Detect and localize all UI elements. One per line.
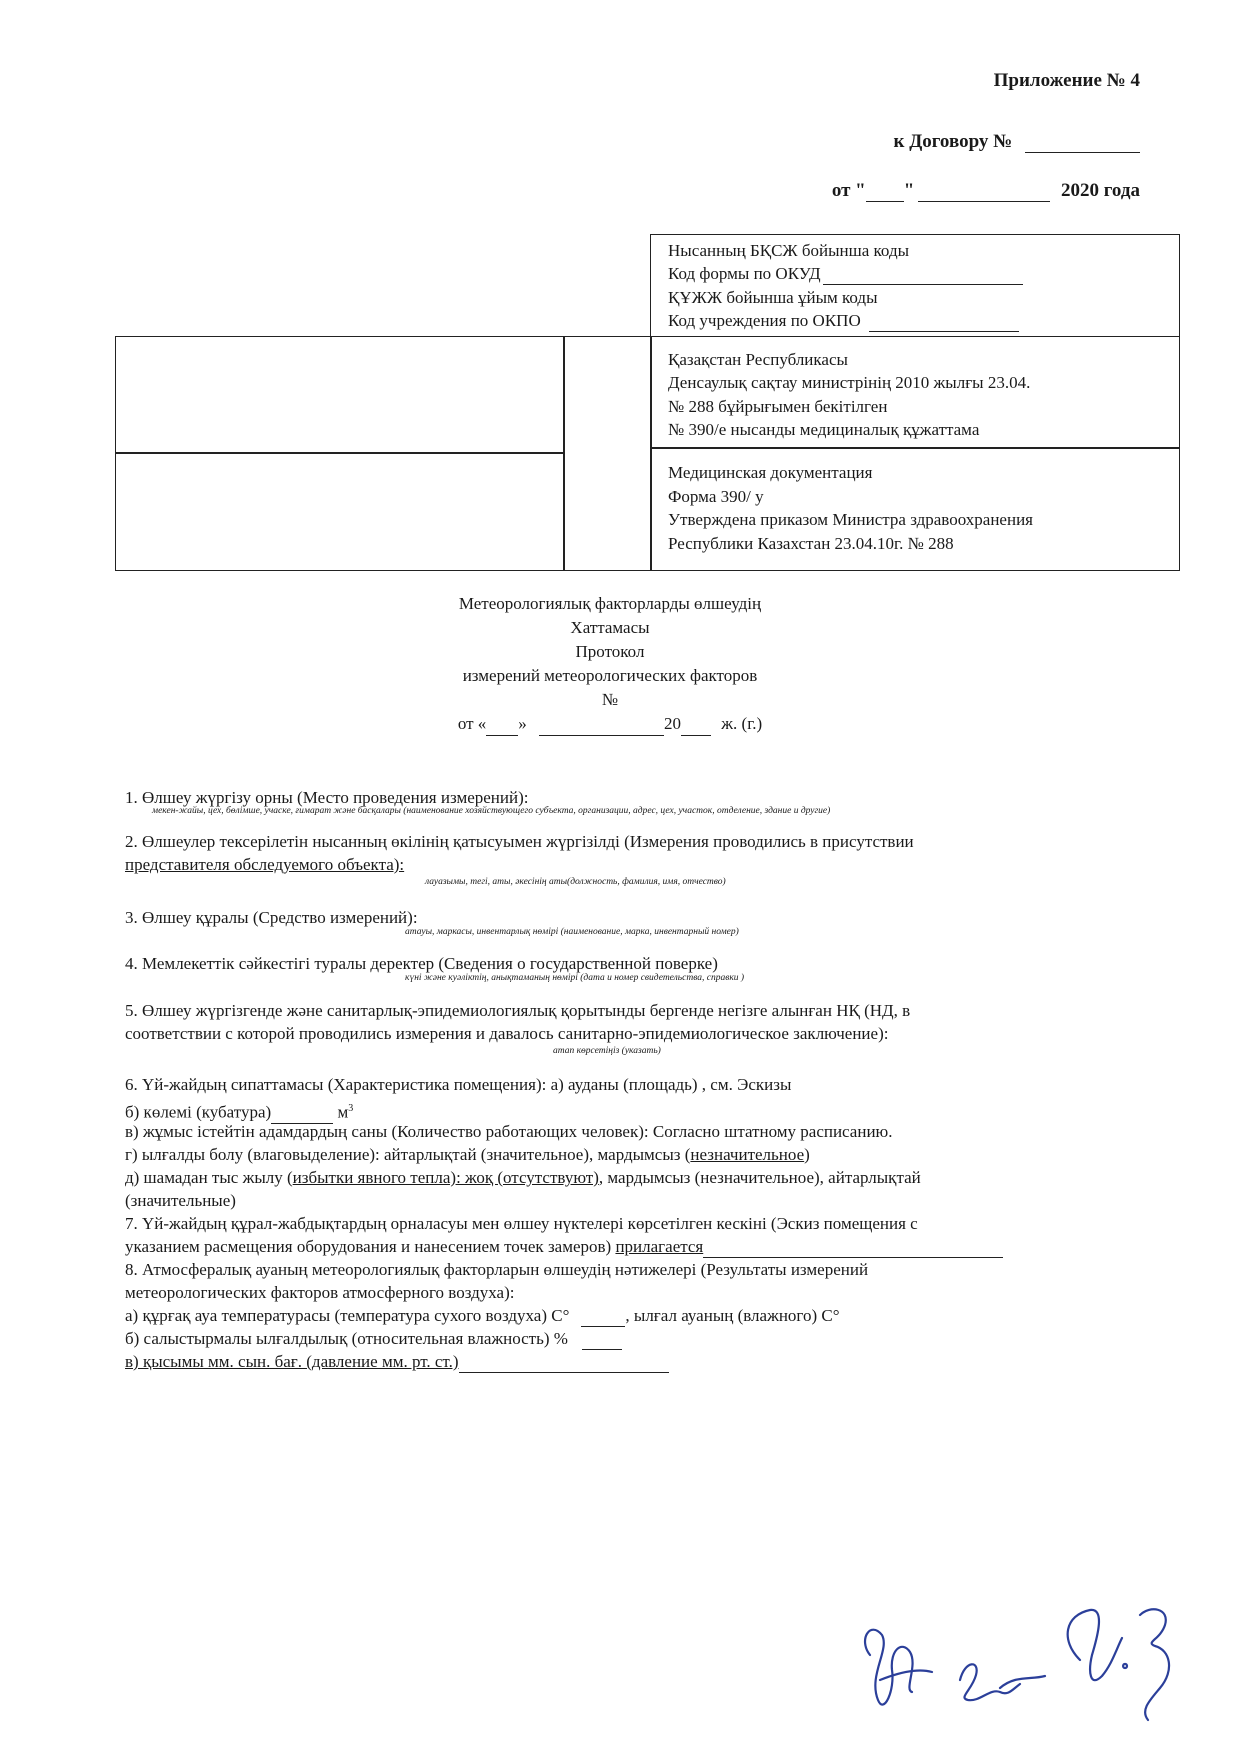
kz-line-1: Қазақстан Республикасы — [668, 350, 848, 369]
contract-label: к Договору № — [893, 131, 1013, 152]
code-okpo-blank[interactable] — [869, 331, 1019, 332]
item-2-note: лауазымы, тегі, аты, әкесінің аты(должность, фамилия, имя, отчество) — [425, 877, 726, 887]
kz-line-2: Денсаулық сақтау министрінің 2010 жылғы 23.04. — [668, 373, 1031, 392]
title-number: № — [601, 690, 619, 709]
item-3-note: атауы, маркасы, инвентарлық нөмірі (наименование, марка, инвентарный номер) — [405, 927, 739, 937]
title-line-2: Хаттамасы — [570, 618, 650, 637]
pressure-label: в) қысымы мм. сын. бағ. (давление мм. рт. ст.) — [125, 1352, 459, 1371]
item-7-line-2 — [125, 1235, 1145, 1258]
title-line-3: Протокол — [575, 642, 645, 661]
item-6e-cont: (значительные) — [125, 1191, 236, 1210]
date-month-blank[interactable] — [918, 201, 1050, 202]
item-6d — [125, 1143, 1145, 1166]
title-date-close: » — [518, 714, 527, 733]
item-1-note: мекен-жайы, цех, бөлімше, учаске, ғимарат және басқалары (наименование хозяйствующего субъекта, организации, адрес, цех, участок, отделение, здание и другие) — [152, 806, 831, 816]
title-month-blank[interactable] — [539, 735, 664, 736]
item-6d-selected: незначительное — [690, 1145, 805, 1164]
title-line-1: Метеорологиялық факторларды өлшеудің — [458, 594, 762, 613]
date-prefix: от " — [831, 180, 866, 201]
item-8-line-2: метеорологических факторов атмосферного воздуха): — [125, 1283, 515, 1302]
table-hline-left — [115, 452, 564, 454]
title-date — [300, 712, 920, 736]
code-okud-label: Код формы по ОКУД — [668, 264, 821, 283]
item-6d-label: г) ылғалды болу (влаговыделение): айтарлықтай (значительное), мардымсыз ( — [125, 1145, 691, 1164]
appendix-title: Приложение № 4 — [993, 70, 1140, 91]
title-line-4: измерений метеорологических факторов — [462, 666, 758, 685]
humidity-label: б) салыстырмалы ылғалдылық (относительная влажность) % — [125, 1329, 568, 1348]
ru-line-2: Форма 390/ у — [668, 487, 764, 506]
ru-line-3: Утверждена приказом Министра здравоохранения — [668, 510, 1033, 529]
handwritten-signatures — [840, 1580, 1220, 1730]
code-okud-blank[interactable] — [823, 284, 1023, 285]
item-6c: в) жұмыс істейтін адамдардың саны (Количество работающих человек): Согласно штатному расписанию. — [125, 1122, 893, 1141]
kz-line-3: № 288 бұйрығымен бекітілген — [668, 397, 888, 416]
code-kujj: ҚҰЖЖ бойынша ұйым коды — [668, 288, 878, 307]
item-4: 4. Мемлекеттік сәйкестігі туралы деректер (Сведения о государственной поверке) — [125, 954, 718, 973]
code-okpo-label: Код учреждения по ОКПО — [668, 311, 861, 330]
table-divider-2 — [650, 336, 652, 571]
date-day-blank[interactable] — [866, 201, 904, 202]
table-divider-1 — [563, 336, 565, 571]
title-date-from: от « — [457, 714, 487, 733]
item-5-note: атап көрсетіңіз (указать) — [553, 1046, 661, 1056]
item-4-note: күні және куәліктің, анықтаманың нөмірі (дата и номер свидетельства, справки ) — [405, 973, 745, 983]
contract-date-line — [832, 180, 1140, 202]
item-6e-selected: избытки явного тепла): жоқ (отсутствуют) — [292, 1168, 599, 1187]
item-1: 1. Өлшеу жүргізу орны (Место проведения измерений): — [125, 788, 529, 807]
item-3: 3. Өлшеу құралы (Средство измерений): — [125, 908, 418, 927]
title-day-blank[interactable] — [486, 735, 518, 736]
code-okud — [668, 262, 1023, 285]
item-6e-rest: , мардымсыз (незначительное), айтарлықтай — [598, 1168, 921, 1187]
item-6a: 6. Үй-жайдың сипаттамасы (Характеристика помещения): а) ауданы (площадь) , см. Эскизы — [125, 1075, 792, 1094]
date-year: 2020 года — [1061, 180, 1140, 201]
item-2-line-2 — [125, 853, 1145, 876]
item-7-attached: прилагается — [615, 1237, 704, 1256]
wet-temp-label: , ылғал ауаның (влажного) С° — [625, 1306, 840, 1325]
item-7-label: указанием расмещения оборудования и нанесением точек замеров) — [125, 1237, 616, 1256]
protocol-title — [300, 592, 920, 736]
kz-line-4: № 390/е нысанды медициналық құжаттама — [668, 420, 980, 439]
contract-line — [894, 131, 1141, 153]
item-8c — [125, 1350, 1145, 1373]
code-okpo — [668, 309, 1019, 332]
item-2-underlined: представителя обследуемого объекта): — [125, 855, 405, 874]
item-8-line-1: 8. Атмосфералық ауаның метеорологиялық факторларын өлшеудің нәтижелері (Результаты измерений — [125, 1260, 869, 1279]
item-6e-label: д) шамадан тыс жылу ( — [125, 1168, 293, 1187]
item-6e — [125, 1166, 1145, 1189]
volume-unit: м — [337, 1102, 349, 1122]
ru-line-4: Республики Казахстан 23.04.10г. № 288 — [668, 534, 954, 553]
dry-temp-label: а) құрғақ ауа температурасы (температура сухого воздуха) С° — [125, 1306, 570, 1325]
item-5-line-2: соответствии с которой проводились измерения и давалось санитарно-эпидемиологическое заключение): — [125, 1024, 889, 1043]
item-5-line-1: 5. Өлшеу жүргізгенде және санитарлық-эпидемиологиялық қорытынды бергенде негізге алынған НҚ (НД, в — [125, 1001, 911, 1020]
volume-unit-sup: 3 — [348, 1103, 354, 1114]
code-bksj: Нысанның БҚСЖ бойынша коды — [668, 241, 910, 260]
ru-line-1: Медицинская документация — [668, 463, 873, 482]
pressure-blank[interactable] — [459, 1372, 669, 1373]
item-7-line-1: 7. Үй-жайдың құрал-жабдықтардың орналасуы мен өлшеу нүктелері көрсетілген кескіні (Эскиз помещения с — [125, 1214, 918, 1233]
item-6b-label: б) көлемі (кубатура) — [125, 1102, 272, 1122]
item-8b — [125, 1327, 1145, 1350]
title-date-year: 20 — [664, 714, 682, 733]
item-8a — [125, 1304, 1145, 1327]
title-year-blank[interactable] — [681, 735, 711, 736]
item-6d-close: ) — [804, 1145, 810, 1164]
contract-number-blank[interactable] — [1025, 152, 1140, 153]
table-hline-right — [650, 447, 1180, 449]
item-2-line-1: 2. Өлшеулер тексерілетін нысанның өкілінің қатысуымен жүргізілді (Измерения проводились в присутствии — [125, 832, 914, 851]
title-date-suffix: ж. (г.) — [721, 714, 763, 733]
date-mid: " — [903, 180, 915, 201]
